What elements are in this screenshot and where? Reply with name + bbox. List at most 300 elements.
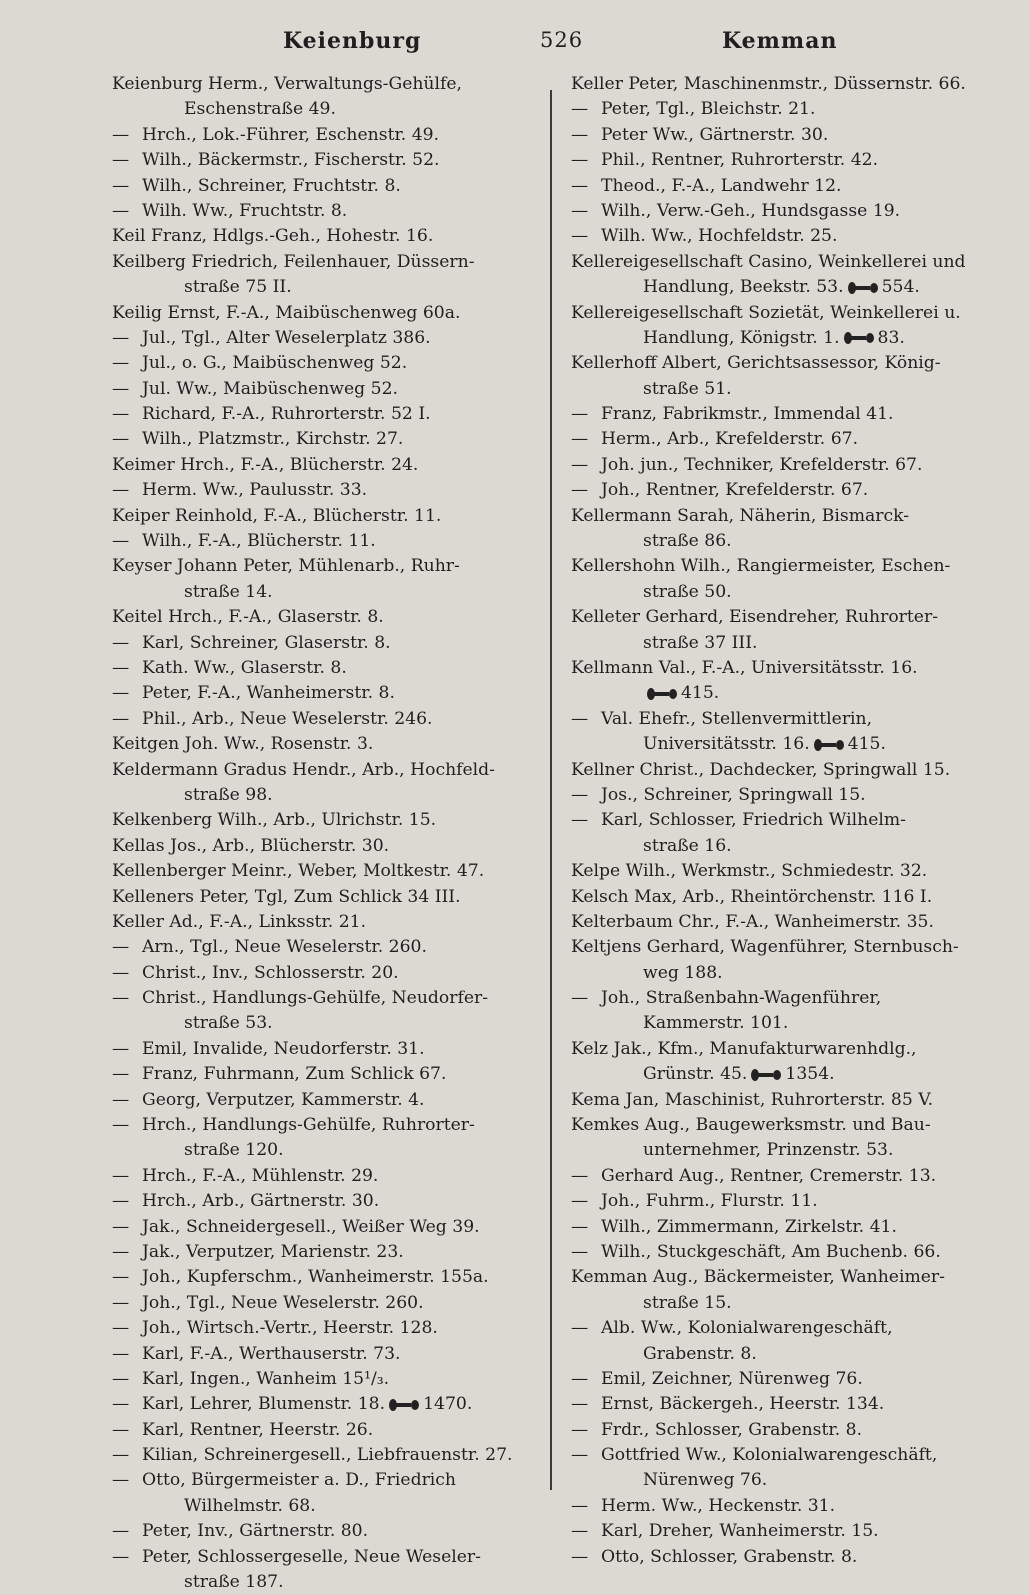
repeat-dash: — (571, 1216, 589, 1237)
directory-subentry (112, 1164, 512, 1189)
entry-text: Kema Jan, Maschinist, Ruhrorterstr. 85 V. (571, 1089, 934, 1110)
entry-text: Gerhard Aug., Rentner, Cremerstr. 13. (601, 1165, 937, 1186)
directory-entry (571, 935, 1001, 960)
entry-continuation (571, 1138, 1001, 1163)
repeat-dash: — (112, 1343, 130, 1364)
entry-text: Jul., Tgl., Alter Weselerplatz 386. (142, 327, 431, 348)
phone-number: 415. (681, 683, 720, 704)
entry-text: Karl, Ingen., Wanheim 15¹/₃. (142, 1368, 390, 1389)
directory-subentry (571, 1316, 1001, 1341)
repeat-dash: — (112, 1521, 130, 1542)
entry-text: Kemkes Aug., Baugewerksmstr. und Bau- (571, 1115, 931, 1136)
directory-subentry (571, 453, 1001, 478)
entry-text: weg 188. (643, 962, 723, 983)
entry-text: Jul. Ww., Maibüschenweg 52. (142, 378, 398, 399)
right-column (571, 72, 1001, 1567)
repeat-dash: — (112, 1292, 130, 1313)
repeat-dash: — (112, 657, 130, 678)
entry-text: Hrch., F.-A., Mühlenstr. 29. (142, 1165, 379, 1186)
repeat-dash: — (112, 1470, 130, 1491)
directory-subentry (112, 961, 512, 986)
entry-text: Joh., Wirtsch.-Vertr., Heerstr. 128. (142, 1318, 438, 1339)
repeat-dash: — (571, 226, 589, 247)
entry-text: Kammerstr. 101. (643, 1013, 789, 1034)
entry-text: Peter Ww., Gärtnerstr. 30. (601, 124, 829, 145)
entry-continuation (571, 631, 1001, 656)
entry-text: Herm., Arb., Krefelderstr. 67. (601, 429, 859, 450)
repeat-dash: — (112, 1546, 130, 1567)
phone-number: 554. (881, 277, 920, 298)
entry-text: straße 37 III. (643, 632, 758, 653)
phone-number: 1354. (785, 1064, 835, 1085)
entry-text: Jak., Schneidergesell., Weißer Weg 39. (142, 1216, 480, 1237)
entry-text: Keilig Ernst, F.-A., Maibüschenweg 60a. (112, 302, 461, 323)
entry-continuation (571, 377, 1001, 402)
directory-entry (112, 224, 512, 249)
entry-continuation (112, 783, 512, 808)
repeat-dash: — (112, 1115, 130, 1136)
entry-text: straße 50. (643, 581, 732, 602)
entry-continuation (112, 1494, 512, 1519)
entry-text: Kellmann Val., F.-A., Universitätsstr. 16. (571, 657, 918, 678)
repeat-dash: — (112, 1064, 130, 1085)
entry-text: Karl, Schreiner, Glaserstr. 8. (142, 632, 391, 653)
directory-entry (571, 301, 1001, 326)
phone-number: 83. (877, 327, 905, 348)
directory-subentry (112, 1443, 512, 1468)
entry-text: Kellenberger Meinr., Weber, Moltkestr. 47. (112, 861, 485, 882)
entry-continuation (112, 580, 512, 605)
directory-subentry (571, 1164, 1001, 1189)
directory-subentry (112, 529, 512, 554)
directory-entry (571, 605, 1001, 630)
directory-entry (571, 554, 1001, 579)
entry-text: Kath. Ww., Glaserstr. 8. (142, 657, 347, 678)
directory-entry (571, 885, 1001, 910)
entry-text: Joh., Fuhrm., Flurstr. 11. (601, 1191, 818, 1212)
entry-text: Kelsch Max, Arb., Rheintörchenstr. 116 I. (571, 886, 933, 907)
directory-subentry (112, 478, 512, 503)
directory-entry (571, 910, 1001, 935)
entry-text: Joh. jun., Techniker, Krefelderstr. 67. (601, 454, 923, 475)
directory-entry (571, 758, 1001, 783)
directory-subentry (112, 1240, 512, 1265)
directory-subentry (112, 351, 512, 376)
directory-entry (112, 885, 512, 910)
repeat-dash: — (571, 454, 589, 475)
repeat-dash: — (112, 353, 130, 374)
entry-text: Wilh., Schreiner, Fruchtstr. 8. (142, 175, 401, 196)
phone-number: 415. (847, 734, 886, 755)
directory-subentry (571, 783, 1001, 808)
directory-subentry (112, 681, 512, 706)
entry-text: Wilh., Verw.-Geh., Hundsgasse 19. (601, 200, 901, 221)
repeat-dash: — (112, 378, 130, 399)
repeat-dash: — (571, 988, 589, 1009)
directory-subentry (112, 631, 512, 656)
directory-entry (571, 72, 1001, 97)
entry-continuation (112, 275, 512, 300)
repeat-dash: — (571, 1546, 589, 1567)
column-divider (550, 90, 552, 1490)
directory-subentry (112, 1468, 512, 1493)
directory-subentry (571, 1392, 1001, 1417)
directory-subentry (571, 986, 1001, 1011)
entry-text: Peter, Schlossergeselle, Neue Weseler- (142, 1546, 481, 1567)
directory-subentry (112, 1392, 512, 1417)
directory-entry (112, 758, 512, 783)
entry-text: Nürenweg 76. (643, 1470, 768, 1491)
entry-text: Keyser Johann Peter, Mühlenarb., Ruhr- (112, 556, 460, 577)
entry-text: Herm. Ww., Heckenstr. 31. (601, 1495, 836, 1516)
directory-entry (112, 504, 512, 529)
entry-continuation (571, 681, 1001, 706)
entry-continuation (112, 1570, 512, 1595)
left-column (112, 72, 512, 1593)
entry-continuation (571, 275, 1001, 300)
directory-subentry (112, 1113, 512, 1138)
entry-text: unternehmer, Prinzenstr. 53. (643, 1140, 894, 1161)
directory-subentry (112, 1189, 512, 1214)
repeat-dash: — (571, 1368, 589, 1389)
entry-text: Peter, Tgl., Bleichstr. 21. (601, 99, 816, 120)
repeat-dash: — (112, 1038, 130, 1059)
entry-text: Karl, Schlosser, Friedrich Wilhelm- (601, 810, 906, 831)
entry-continuation (571, 961, 1001, 986)
repeat-dash: — (571, 1394, 589, 1415)
entry-text: straße 53. (184, 1013, 273, 1034)
directory-subentry (571, 478, 1001, 503)
repeat-dash: — (571, 99, 589, 120)
directory-subentry (571, 224, 1001, 249)
repeat-dash: — (571, 1495, 589, 1516)
repeat-dash: — (112, 962, 130, 983)
entry-text: Keldermann Gradus Hendr., Arb., Hochfeld- (112, 759, 495, 780)
entry-text: Wilh. Ww., Fruchtstr. 8. (142, 200, 348, 221)
directory-entry (571, 859, 1001, 884)
directory-subentry (112, 199, 512, 224)
directory-entry (571, 656, 1001, 681)
repeat-dash: — (571, 1241, 589, 1262)
entry-text: Joh., Tgl., Neue Weselerstr. 260. (142, 1292, 424, 1313)
repeat-dash: — (112, 327, 130, 348)
directory-subentry (112, 1215, 512, 1240)
entry-text: Theod., F.-A., Landwehr 12. (601, 175, 842, 196)
entry-text: Kellereigesellschaft Sozietät, Weinkellerei u. (571, 302, 961, 323)
telephone-icon (813, 738, 845, 752)
entry-text: Universitätsstr. 16. (643, 734, 810, 755)
entry-text: Hrch., Lok.-Führer, Eschenstr. 49. (142, 124, 440, 145)
entry-text: Keller Peter, Maschinenmstr., Düssernstr. 66. (571, 74, 966, 94)
directory-subentry (112, 707, 512, 732)
directory-subentry (571, 808, 1001, 833)
repeat-dash: — (112, 1419, 130, 1440)
entry-text: Kelz Jak., Kfm., Manufakturwarenhdlg., (571, 1038, 917, 1059)
entry-text: Wilh., Zimmermann, Zirkelstr. 41. (601, 1216, 897, 1237)
directory-subentry (112, 986, 512, 1011)
entry-text: straße 14. (184, 581, 273, 602)
directory-subentry (571, 1189, 1001, 1214)
entry-continuation (571, 529, 1001, 554)
repeat-dash: — (571, 708, 589, 729)
entry-text: Val. Ehefr., Stellenvermittlerin, (601, 708, 873, 729)
repeat-dash: — (112, 988, 130, 1009)
entry-text: Handlung, Königstr. 1. (643, 327, 840, 348)
repeat-dash: — (571, 784, 589, 805)
directory-subentry (571, 199, 1001, 224)
entry-text: Wilh., F.-A., Blücherstr. 11. (142, 531, 376, 552)
directory-subentry (112, 1519, 512, 1544)
entry-text: Kellner Christ., Dachdecker, Springwall 15. (571, 759, 951, 780)
entry-text: Kelleners Peter, Tgl, Zum Schlick 34 III. (112, 886, 461, 907)
entry-text: Kelterbaum Chr., F.-A., Wanheimerstr. 35. (571, 911, 934, 932)
entry-text: Wilh., Stuckgeschäft, Am Buchenb. 66. (601, 1241, 941, 1262)
telephone-icon (843, 331, 875, 345)
entry-text: Keller Ad., F.-A., Linksstr. 21. (112, 911, 367, 932)
directory-subentry (112, 656, 512, 681)
directory-subentry (112, 1342, 512, 1367)
entry-text: Joh., Straßenbahn-Wagenführer, (601, 988, 882, 1009)
directory-entry (571, 1037, 1001, 1062)
entry-continuation (571, 732, 1001, 757)
directory-subentry (571, 123, 1001, 148)
repeat-dash: — (571, 1445, 589, 1466)
directory-subentry (112, 427, 512, 452)
entry-text: Karl, Dreher, Wanheimerstr. 15. (601, 1521, 879, 1542)
entry-text: Keil Franz, Hdlgs.-Geh., Hohestr. 16. (112, 226, 434, 247)
entry-text: Jak., Verputzer, Marienstr. 23. (142, 1241, 404, 1262)
directory-subentry (571, 1494, 1001, 1519)
entry-text: Phil., Rentner, Ruhrorterstr. 42. (601, 150, 879, 171)
directory-subentry (571, 1367, 1001, 1392)
repeat-dash: — (112, 1165, 130, 1186)
directory-subentry (112, 1545, 512, 1570)
directory-subentry (112, 402, 512, 427)
directory-entry (112, 554, 512, 579)
directory-subentry (112, 1088, 512, 1113)
directory-entry (571, 250, 1001, 275)
directory-subentry (112, 123, 512, 148)
directory-subentry (571, 148, 1001, 173)
directory-subentry (112, 377, 512, 402)
directory-entry (112, 453, 512, 478)
entry-text: straße 120. (184, 1140, 284, 1161)
entry-text: Jos., Schreiner, Springwall 15. (601, 784, 866, 805)
directory-entry (112, 834, 512, 859)
directory-subentry (112, 1062, 512, 1087)
entry-text: Otto, Schlosser, Grabenstr. 8. (601, 1546, 858, 1567)
directory-subentry (571, 402, 1001, 427)
repeat-dash: — (112, 632, 130, 653)
entry-text: Kilian, Schreinergesell., Liebfrauenstr. 27. (142, 1445, 512, 1466)
entry-text: Franz, Fuhrmann, Zum Schlick 67. (142, 1064, 447, 1085)
entry-text: Keimer Hrch., F.-A., Blücherstr. 24. (112, 454, 419, 475)
entry-continuation (112, 1011, 512, 1036)
entry-text: Kellas Jos., Arb., Blücherstr. 30. (112, 835, 390, 856)
directory-entry (571, 351, 1001, 376)
directory-subentry (571, 1240, 1001, 1265)
entry-text: Jul., o. G., Maibüschenweg 52. (142, 353, 408, 374)
entry-text: Kellershohn Wilh., Rangiermeister, Eschen- (571, 556, 951, 577)
entry-text: Kellermann Sarah, Näherin, Bismarck- (571, 505, 910, 526)
repeat-dash: — (112, 150, 130, 171)
repeat-dash: — (112, 480, 130, 501)
repeat-dash: — (112, 1318, 130, 1339)
entry-text: Georg, Verputzer, Kammerstr. 4. (142, 1089, 425, 1110)
repeat-dash: — (112, 708, 130, 729)
entry-text: straße 98. (184, 784, 273, 805)
directory-entry (571, 1265, 1001, 1290)
directory-entry (112, 605, 512, 630)
page-number: 526 (540, 28, 584, 52)
repeat-dash: — (112, 1394, 130, 1415)
entry-text: Karl, Rentner, Heerstr. 26. (142, 1419, 374, 1440)
entry-text: Gottfried Ww., Kolonialwarengeschäft, (601, 1445, 938, 1466)
entry-text: Arn., Tgl., Neue Weselerstr. 260. (142, 937, 427, 958)
repeat-dash: — (571, 124, 589, 145)
directory-subentry (571, 427, 1001, 452)
directory-subentry (112, 1316, 512, 1341)
entry-text: straße 86. (643, 531, 732, 552)
repeat-dash: — (571, 1419, 589, 1440)
entry-text: straße 187. (184, 1572, 284, 1593)
repeat-dash: — (112, 1445, 130, 1466)
entry-text: straße 75 II. (184, 277, 292, 298)
header-last-name: Kemman (722, 28, 838, 54)
entry-text: Peter, F.-A., Wanheimerstr. 8. (142, 683, 395, 704)
entry-text: Peter, Inv., Gärtnerstr. 80. (142, 1521, 369, 1542)
header-first-name: Keienburg (283, 28, 422, 54)
directory-subentry (112, 1265, 512, 1290)
repeat-dash: — (112, 531, 130, 552)
entry-text: Grabenstr. 8. (643, 1343, 757, 1364)
repeat-dash: — (112, 1216, 130, 1237)
phone-number: 1470. (423, 1394, 473, 1415)
repeat-dash: — (112, 1191, 130, 1212)
entry-text: Wilhelmstr. 68. (184, 1495, 316, 1516)
entry-text: Alb. Ww., Kolonialwarengeschäft, (601, 1318, 893, 1339)
telephone-icon (388, 1398, 420, 1412)
entry-text: Kemman Aug., Bäckermeister, Wanheimer- (571, 1267, 945, 1288)
entry-text: Keilberg Friedrich, Feilenhauer, Düssern- (112, 251, 475, 272)
telephone-icon (646, 687, 678, 701)
entry-continuation (571, 834, 1001, 859)
directory-subentry (571, 707, 1001, 732)
repeat-dash: — (571, 429, 589, 450)
repeat-dash: — (571, 810, 589, 831)
entry-text: Keitgen Joh. Ww., Rosenstr. 3. (112, 734, 374, 755)
repeat-dash: — (112, 1089, 130, 1110)
directory-subentry (112, 1037, 512, 1062)
repeat-dash: — (571, 200, 589, 221)
entry-text: straße 51. (643, 378, 732, 399)
entry-text: Phil., Arb., Neue Weselerstr. 246. (142, 708, 433, 729)
entry-text: Richard, F.-A., Ruhrorterstr. 52 I. (142, 404, 431, 425)
repeat-dash: — (112, 200, 130, 221)
entry-text: Karl, Lehrer, Blumenstr. 18. (142, 1394, 386, 1415)
entry-continuation (571, 1342, 1001, 1367)
entry-text: Herm. Ww., Paulusstr. 33. (142, 480, 368, 501)
entry-text: Kellerhoff Albert, Gerichtsassessor, König- (571, 353, 941, 374)
entry-text: Keitel Hrch., F.-A., Glaserstr. 8. (112, 607, 384, 628)
directory-entry (112, 732, 512, 757)
directory-entry (571, 1113, 1001, 1138)
entry-text: Emil, Invalide, Neudorferstr. 31. (142, 1038, 425, 1059)
directory-entry (112, 859, 512, 884)
entry-text: Ernst, Bäckergeh., Heerstr. 134. (601, 1394, 885, 1415)
directory-subentry (571, 174, 1001, 199)
entry-text: Joh., Kupferschm., Wanheimerstr. 155a. (142, 1267, 489, 1288)
repeat-dash: — (112, 1368, 130, 1389)
repeat-dash: — (571, 1191, 589, 1212)
entry-text: Keiper Reinhold, F.-A., Blücherstr. 11. (112, 505, 442, 526)
directory-subentry (112, 1367, 512, 1392)
repeat-dash: — (571, 175, 589, 196)
repeat-dash: — (112, 937, 130, 958)
entry-text: Otto, Bürgermeister a. D., Friedrich (142, 1470, 456, 1491)
telephone-icon (750, 1068, 782, 1082)
entry-continuation (112, 97, 512, 122)
repeat-dash: — (112, 1267, 130, 1288)
entry-text: Hrch., Arb., Gärtnerstr. 30. (142, 1191, 380, 1212)
directory-subentry (571, 97, 1001, 122)
entry-text: Wilh., Bäckermstr., Fischerstr. 52. (142, 150, 440, 171)
telephone-icon (847, 281, 879, 295)
entry-text: Handlung, Beekstr. 53. (643, 277, 844, 298)
entry-text: Keltjens Gerhard, Wagenführer, Sternbusch- (571, 937, 959, 958)
directory-subentry (571, 1418, 1001, 1443)
entry-text: Emil, Zeichner, Nürenweg 76. (601, 1368, 863, 1389)
entry-text: Frdr., Schlosser, Grabenstr. 8. (601, 1419, 863, 1440)
repeat-dash: — (112, 683, 130, 704)
repeat-dash: — (571, 1521, 589, 1542)
entry-text: Wilh. Ww., Hochfeldstr. 25. (601, 226, 838, 247)
repeat-dash: — (571, 404, 589, 425)
entry-text: straße 16. (643, 835, 732, 856)
directory-subentry (112, 1291, 512, 1316)
entry-continuation (571, 326, 1001, 351)
entry-text: Eschenstraße 49. (184, 99, 336, 120)
repeat-dash: — (571, 1165, 589, 1186)
entry-text: Karl, F.-A., Werthauserstr. 73. (142, 1343, 401, 1364)
entry-text: Franz, Fabrikmstr., Immendal 41. (601, 404, 894, 425)
directory-subentry (112, 174, 512, 199)
directory-entry (571, 1088, 1001, 1113)
directory-entry (112, 808, 512, 833)
entry-text: Keienburg Herm., Verwaltungs-Gehülfe, (112, 74, 462, 94)
entry-continuation (571, 1011, 1001, 1036)
entry-continuation (571, 1062, 1001, 1087)
directory-entry (112, 72, 512, 97)
entry-continuation (571, 1468, 1001, 1493)
entry-text: straße 15. (643, 1292, 732, 1313)
directory-subentry (571, 1215, 1001, 1240)
repeat-dash: — (112, 429, 130, 450)
repeat-dash: — (112, 124, 130, 145)
entry-continuation (112, 1138, 512, 1163)
page-header (0, 28, 1030, 68)
directory-subentry (571, 1519, 1001, 1544)
repeat-dash: — (571, 1318, 589, 1339)
repeat-dash: — (112, 404, 130, 425)
entry-text: Christ., Handlungs-Gehülfe, Neudorfer- (142, 988, 489, 1009)
entry-text: Wilh., Platzmstr., Kirchstr. 27. (142, 429, 404, 450)
entry-text: Grünstr. 45. (643, 1064, 748, 1085)
directory-subentry (571, 1545, 1001, 1570)
directory-entry (112, 910, 512, 935)
directory-subentry (112, 1418, 512, 1443)
directory-subentry (112, 935, 512, 960)
